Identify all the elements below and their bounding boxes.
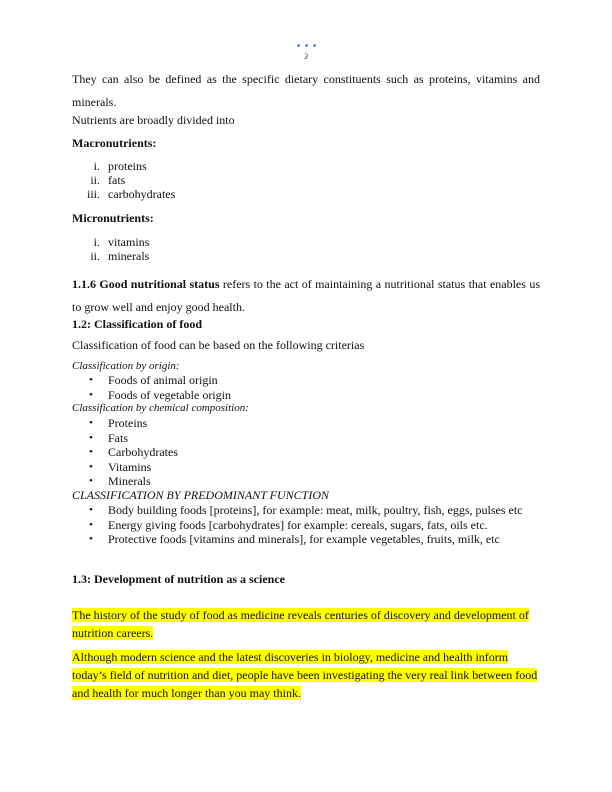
list-item-text: minerals xyxy=(108,249,150,263)
list-item-number: i. xyxy=(93,235,100,249)
highlighted-text: Although modern science and the latest discoveries in biology, medicine and health inform today’s field of nutrition and diet, people have been investigating the very real link between food and health for much longer than you may think. xyxy=(72,650,538,700)
good-nutritional-status-paragraph xyxy=(72,273,540,319)
bullet-icon: • xyxy=(89,518,93,531)
list-item-text: Protective foods [vitamins and minerals], for example vegetables, fruits, milk, etc xyxy=(108,532,500,547)
macronutrients-heading: Macronutrients: xyxy=(72,136,157,150)
list-item xyxy=(72,187,540,201)
list-item-text: Body building foods [proteins], for example: meat, milk, poultry, fish, eggs, pulses etc xyxy=(108,503,523,517)
list-item xyxy=(72,235,540,249)
list-item-text: fats xyxy=(108,173,126,187)
micronutrients-heading: Micronutrients: xyxy=(72,211,154,225)
classification-by-chemical-caption: Classification by chemical composition: xyxy=(72,402,249,414)
bullet-icon: • xyxy=(89,533,93,546)
list-item-text: Carbohydrates xyxy=(108,445,178,460)
good-nutritional-status-text: refers to the act of maintaining a nutritional status that enables us to grow well and enjoy good health. xyxy=(72,277,540,314)
list-item xyxy=(72,388,540,403)
list-item xyxy=(72,474,540,489)
good-nutritional-status-term: 1.1.6 Good nutritional status xyxy=(72,277,220,291)
list-item-text: Fats xyxy=(108,430,129,445)
classification-heading: 1.2: Classification of food xyxy=(72,317,202,331)
list-item-text: Foods of vegetable origin xyxy=(108,387,231,402)
classification-by-function-caption: CLASSIFICATION BY PREDOMINANT FUNCTION xyxy=(72,488,330,502)
micronutrients-list xyxy=(72,235,540,263)
chemical-list xyxy=(72,416,540,489)
list-item-number: ii. xyxy=(90,249,100,263)
list-item xyxy=(72,431,540,446)
highlighted-text: The history of the study of food as medicine reveals centuries of discovery and development of nutrition careers. xyxy=(72,608,529,640)
definition-paragraph: They can also be defined as the specific dietary constituents such as proteins, vitamins and minerals. xyxy=(72,72,540,109)
classification-by-origin-caption: Classification by origin: xyxy=(72,360,180,372)
bullet-icon: • xyxy=(89,446,93,459)
development-heading: 1.3: Development of nutrition as a science xyxy=(72,572,285,586)
list-item xyxy=(72,445,540,460)
list-item-number: ii. xyxy=(90,173,100,187)
macronutrients-list xyxy=(72,159,540,201)
bullet-icon: • xyxy=(89,374,93,386)
list-item-text: Foods of animal origin xyxy=(108,373,218,387)
development-paragraph-2 xyxy=(72,648,540,702)
page-number-header xyxy=(0,34,612,61)
page-number: 3 xyxy=(304,52,308,61)
bullet-icon: • xyxy=(89,475,93,488)
bullet-icon: • xyxy=(89,417,93,429)
function-list xyxy=(72,503,532,547)
list-item-text: carbohydrates xyxy=(108,187,176,201)
list-item-text: Proteins xyxy=(108,416,148,430)
bullet-icon: • xyxy=(89,504,93,516)
list-item xyxy=(72,460,540,475)
bullet-icon: • xyxy=(89,460,93,473)
list-item xyxy=(72,503,532,518)
origin-list xyxy=(72,373,540,402)
list-item-number: i. xyxy=(93,159,100,173)
list-item-text: Vitamins xyxy=(108,459,152,474)
list-item xyxy=(72,518,532,533)
list-item-text: Minerals xyxy=(108,474,151,489)
list-item-number: iii. xyxy=(86,187,100,201)
nutrients-divided-text: Nutrients are broadly divided into xyxy=(72,113,235,127)
classification-intro: Classification of food can be based on the following criterias xyxy=(72,338,365,352)
list-item xyxy=(72,416,540,431)
list-item xyxy=(72,173,540,187)
list-item-text: vitamins xyxy=(108,235,150,249)
list-item xyxy=(72,249,540,263)
bullet-icon: • xyxy=(89,388,93,401)
list-item xyxy=(72,532,532,547)
bullet-icon: • xyxy=(89,431,93,444)
list-item xyxy=(72,159,540,173)
development-paragraph-1 xyxy=(72,606,540,642)
list-item xyxy=(72,373,540,388)
list-item-text: proteins xyxy=(108,159,147,173)
ellipsis-icon xyxy=(297,44,316,47)
list-item-text: Energy giving foods [carbohydrates] for example: cereals, sugars, fats, oils etc. xyxy=(108,517,488,532)
